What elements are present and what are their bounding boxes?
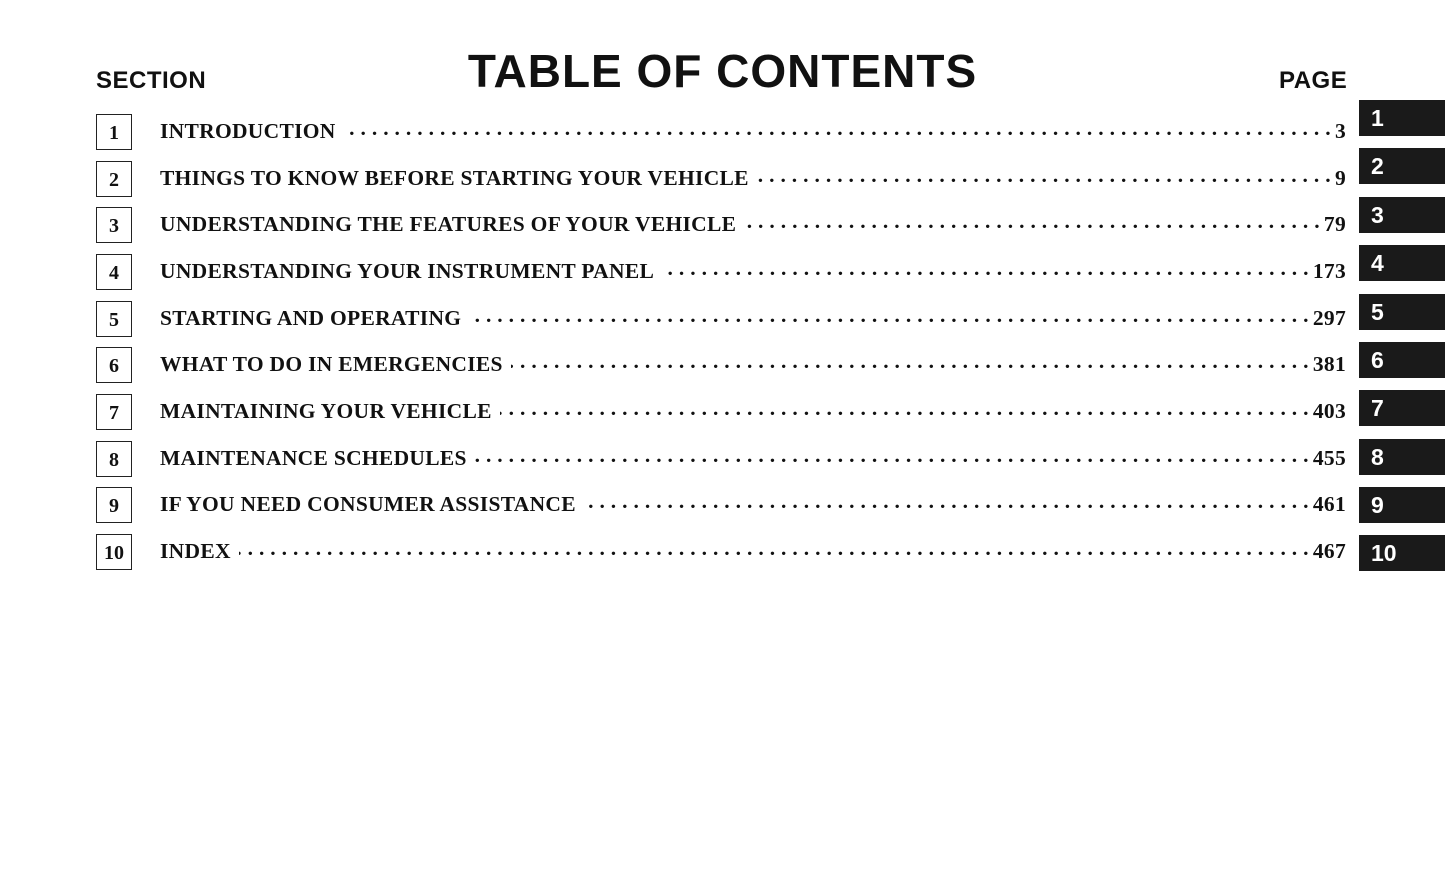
section-tab-7[interactable]: 7	[1359, 390, 1445, 426]
section-tab-3[interactable]: 3	[1359, 197, 1445, 233]
page-title: TABLE OF CONTENTS	[467, 45, 978, 97]
dot-leader	[469, 303, 1309, 325]
section-number-box: 7	[96, 394, 132, 430]
toc-entry-title: INTRODUCTION	[160, 118, 336, 143]
section-tab-10[interactable]: 10	[1359, 535, 1445, 571]
dot-leader	[662, 256, 1309, 278]
section-number-box: 2	[96, 161, 132, 197]
dot-leader	[584, 489, 1309, 511]
section-tab-6[interactable]: 6	[1359, 342, 1445, 378]
dot-leader	[500, 396, 1309, 418]
toc-entry-title: IF YOU NEED CONSUMER ASSISTANCE	[160, 491, 576, 516]
toc-entry-title: UNDERSTANDING YOUR INSTRUMENT PANEL	[160, 258, 655, 283]
toc-entry-page: 9	[1334, 165, 1346, 190]
toc-entry-page: 297	[1312, 305, 1346, 330]
dot-leader	[475, 443, 1309, 465]
toc-entry-3[interactable]	[96, 207, 1346, 245]
toc-entry-title: THINGS TO KNOW BEFORE STARTING YOUR VEHICLE	[160, 165, 749, 190]
section-tab-4[interactable]: 4	[1359, 245, 1445, 281]
toc-entry-5[interactable]	[96, 301, 1346, 339]
toc-entry-title: STARTING AND OPERATING	[160, 305, 462, 330]
toc-entry-page: 461	[1312, 491, 1346, 516]
section-number-box: 5	[96, 301, 132, 337]
dot-leader	[744, 209, 1320, 231]
toc-entry-9[interactable]	[96, 487, 1346, 525]
toc-entry-page: 381	[1312, 351, 1346, 376]
section-number-box: 8	[96, 441, 132, 477]
toc-entry-page: 403	[1312, 398, 1346, 423]
toc-entry-page: 79	[1323, 211, 1346, 236]
section-number-box: 9	[96, 487, 132, 523]
section-number-box: 4	[96, 254, 132, 290]
toc-entry-8[interactable]	[96, 441, 1346, 479]
section-tab-8[interactable]: 8	[1359, 439, 1445, 475]
toc-entry-title: MAINTAINING YOUR VEHICLE	[160, 398, 492, 423]
dot-leader	[757, 163, 1331, 185]
toc-entry-10[interactable]	[96, 534, 1346, 572]
section-number-box: 6	[96, 347, 132, 383]
toc-entry-4[interactable]	[96, 254, 1346, 292]
section-tab-9[interactable]: 9	[1359, 487, 1445, 523]
toc-entry-1[interactable]	[96, 114, 1346, 152]
toc-entry-page: 467	[1312, 538, 1346, 563]
section-tab-1[interactable]: 1	[1359, 100, 1445, 136]
dot-leader	[239, 536, 1309, 558]
toc-entry-title: MAINTENANCE SCHEDULES	[160, 445, 467, 470]
section-number-box: 3	[96, 207, 132, 243]
toc-entry-page: 3	[1334, 118, 1346, 143]
page-column-header: PAGE	[1279, 67, 1348, 94]
toc-entry-title: UNDERSTANDING THE FEATURES OF YOUR VEHICLE	[160, 211, 737, 236]
dot-leader	[511, 349, 1309, 371]
section-tab-2[interactable]: 2	[1359, 148, 1445, 184]
toc-entry-page: 173	[1312, 258, 1346, 283]
toc-entry-title: INDEX	[160, 538, 231, 563]
toc-entry-7[interactable]	[96, 394, 1346, 432]
toc-entry-title: WHAT TO DO IN EMERGENCIES	[160, 351, 503, 376]
section-number-box: 1	[96, 114, 132, 150]
toc-entry-2[interactable]	[96, 161, 1346, 199]
section-column-header: SECTION	[96, 67, 207, 94]
toc-entry-page: 455	[1312, 445, 1346, 470]
dot-leader	[344, 116, 1331, 138]
toc-entry-6[interactable]	[96, 347, 1346, 385]
section-number-box: 10	[96, 534, 132, 570]
section-tab-5[interactable]: 5	[1359, 294, 1445, 330]
